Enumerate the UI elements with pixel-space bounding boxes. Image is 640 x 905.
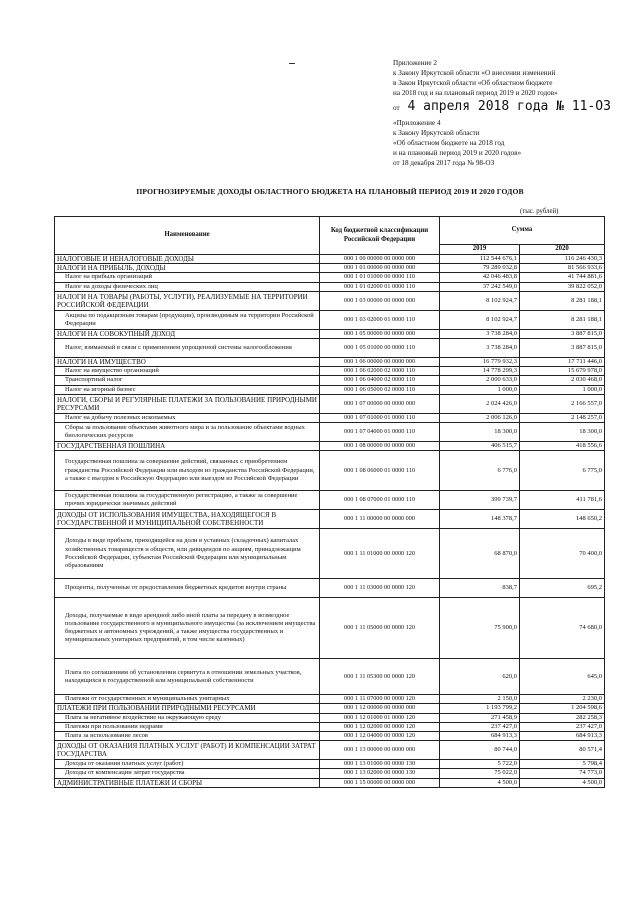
row-code: 000 1 11 03000 00 0000 120 [320,579,440,598]
row-value-2020: 2 030 468,0 [520,376,605,385]
row-value-2019: 4 500,0 [440,778,520,787]
table-row [55,491,605,510]
row-code: 000 1 06 04000 02 0000 110 [320,376,440,385]
column-header-year-2019: 2019 [440,245,520,255]
row-value-2019: 2 024 426,0 [440,394,520,413]
row-code: 000 1 12 00000 00 0000 000 [320,704,440,713]
row-name: Налог на имущество организаций [55,367,320,376]
row-name: Государственная пошлина за совершение действий, связанных с приобретением гражданства Российской Федерации или выходом из гражданства Российской Федерации, а также с въездом в Российскую Федерацию или выездом из Российской Федерации [55,451,320,491]
table-row [55,273,605,282]
row-name: Сборы за пользование объектами животного мира и за пользование объектами водных биологических ресурсов [55,423,320,442]
row-value-2020: 6 775,0 [520,451,605,491]
row-value-2019: 8 102 924,7 [440,310,520,329]
stray-mark [289,63,295,64]
revenue-table [54,216,605,788]
row-code: 000 1 13 01000 00 0000 130 [320,760,440,769]
row-value-2019: 8 102 924,7 [440,291,520,310]
row-name: Государственная пошлина за государственную регистрацию, а также за совершение прочих юридически значимых действий [55,491,320,510]
row-name: ДОХОДЫ ОТ ИСПОЛЬЗОВАНИЯ ИМУЩЕСТВА, НАХОДЯЩЕГОСЯ В ГОСУДАРСТВЕННОЙ И МУНИЦИПАЛЬНОЙ СОБСТВЕННОСТИ [55,510,320,529]
row-name: НАЛОГИ НА ИМУЩЕСТВО [55,358,320,367]
table-row [55,358,605,367]
row-value-2019: 68 870,0 [440,529,520,579]
table-row [55,376,605,385]
row-name: НАЛОГИ НА СОВОКУПНЫЙ ДОХОД [55,329,320,338]
adoption-date: 4 апреля 2018 года № 11-ОЗ [407,99,611,114]
table-row [55,598,605,659]
header-line: на 2018 год и на плановый период 2019 и 2020 годов» [393,89,558,97]
row-value-2020: 8 281 188,1 [520,291,605,310]
row-value-2019: 112 544 676,1 [440,255,520,264]
document-title: ПРОГНОЗИРУЕМЫЕ ДОХОДЫ ОБЛАСТНОГО БЮДЖЕТА НА ПЛАНОВЫЙ ПЕРИОД 2019 И 2020 ГОДОВ [136,187,524,196]
row-value-2019: 75 900,0 [440,598,520,659]
row-value-2019: 5 722,0 [440,760,520,769]
row-name: Плата по соглашениям об установлении сервитута в отношении земельных участков, находящихся в государственной или муниципальной собственности [55,659,320,695]
row-code: 000 1 11 05000 00 0000 120 [320,598,440,659]
table-row [55,659,605,695]
row-value-2019: 237 427,0 [440,722,520,731]
row-value-2019: 79 289 032,8 [440,264,520,273]
row-code: 000 1 05 01000 00 0000 110 [320,339,440,358]
table-row [55,423,605,442]
table-row [55,282,605,291]
row-value-2019: 2 150,0 [440,695,520,704]
row-name: Платежи при пользовании недрами [55,722,320,731]
table-row [55,329,605,338]
row-name: Налог на добычу полезных ископаемых [55,413,320,422]
row-code: 000 1 01 00000 00 0000 000 [320,264,440,273]
adoption-date-line [393,99,633,116]
header-line: от 18 декабря 2017 года № 98-ОЗ [393,159,495,167]
row-name: НАЛОГИ, СБОРЫ И РЕГУЛЯРНЫЕ ПЛАТЕЖИ ЗА ПОЛЬЗОВАНИЕ ПРИРОДНЫМИ РЕСУРСАМИ [55,394,320,413]
row-code: 000 1 01 02000 01 0000 110 [320,282,440,291]
appendix-header-bottom [393,118,633,168]
row-value-2020: 645,0 [520,659,605,695]
row-value-2019: 1 000,0 [440,385,520,394]
table-row [55,394,605,413]
row-code: 000 1 11 01000 00 0000 120 [320,529,440,579]
table-row [55,339,605,358]
row-value-2019: 148 378,7 [440,510,520,529]
row-name: Налог, взимаемый в связи с применением упрощенной системы налогообложения [55,339,320,358]
row-name: Доходы от компенсации затрат государства [55,769,320,778]
header-line: Приложение 2 [393,59,437,67]
row-value-2020: 80 571,4 [520,741,605,760]
units-label: (тыс. рублей) [520,208,559,215]
row-name: Доходы, получаемые в виде арендной либо иной платы за передачу в возмездное пользование государственного и муниципального имущества (за исключением имущества бюджетных и автономных учреждений, а также имущества государственных и муниципальных унитарных предприятий, в том числе казенных) [55,598,320,659]
row-name: Налог на прибыль организаций [55,273,320,282]
row-value-2020: 4 500,0 [520,778,605,787]
row-value-2020: 1 204 598,6 [520,704,605,713]
row-code: 000 1 06 00000 00 0000 000 [320,358,440,367]
row-code: 000 1 08 00000 00 0000 000 [320,442,440,451]
row-name: Платежи от государственных и муниципальных унитарных [55,695,320,704]
row-value-2020: 2 166 557,0 [520,394,605,413]
table-row [55,741,605,760]
row-value-2020: 116 246 430,3 [520,255,605,264]
table-row [55,722,605,731]
table-row [55,385,605,394]
row-value-2020: 3 887 815,0 [520,339,605,358]
row-code: 000 1 03 02000 01 0000 110 [320,310,440,329]
row-code: 000 1 13 00000 00 0000 000 [320,741,440,760]
table-row [55,291,605,310]
row-code: 000 1 12 01000 01 0000 120 [320,713,440,722]
table-row [55,704,605,713]
row-code: 000 1 07 04000 01 0000 110 [320,423,440,442]
row-value-2019: 16 779 932,3 [440,358,520,367]
row-value-2020: 41 744 881,6 [520,273,605,282]
table-row [55,264,605,273]
row-value-2020: 81 566 933,6 [520,264,605,273]
row-value-2020: 39 822 052,0 [520,282,605,291]
row-value-2020: 3 887 815,0 [520,329,605,338]
column-header-code: Код бюджетной классификации Российской Федерации [320,217,440,255]
row-value-2020: 418 556,6 [520,442,605,451]
row-value-2020: 684 913,3 [520,732,605,741]
row-name: АДМИНИСТРАТИВНЫЕ ПЛАТЕЖИ И СБОРЫ [55,778,320,787]
row-name: ГОСУДАРСТВЕННАЯ ПОШЛИНА [55,442,320,451]
row-value-2019: 620,0 [440,659,520,695]
row-value-2019: 2 000 633,0 [440,376,520,385]
row-value-2020: 411 781,6 [520,491,605,510]
row-name: Налог на игорный бизнес [55,385,320,394]
column-header-name: Наименование [55,217,320,255]
row-name: ДОХОДЫ ОТ ОКАЗАНИЯ ПЛАТНЫХ УСЛУГ (РАБОТ) И КОМПЕНСАЦИИ ЗАТРАТ ГОСУДАРСТВА [55,741,320,760]
row-code: 000 1 06 02000 02 0000 110 [320,367,440,376]
date-prefix: от [393,104,400,112]
row-name: Плата за использование лесов [55,732,320,741]
table-row [55,413,605,422]
table-row [55,442,605,451]
header-line: и на плановый период 2019 и 2020 годов» [393,149,522,157]
row-value-2019: 14 778 299,3 [440,367,520,376]
row-name: Проценты, полученные от предоставления бюджетных кредитов внутри страны [55,579,320,598]
row-code: 000 1 01 01000 00 0000 110 [320,273,440,282]
row-name: НАЛОГОВЫЕ И НЕНАЛОГОВЫЕ ДОХОДЫ [55,255,320,264]
row-value-2020: 74 680,0 [520,598,605,659]
row-code: 000 1 12 04000 00 0000 120 [320,732,440,741]
row-code: 000 1 11 07000 00 0000 120 [320,695,440,704]
header-line: к Закону Иркутской области «О внесении изменений [393,69,556,77]
row-value-2019: 3 738 284,0 [440,329,520,338]
row-value-2020: 1 000,0 [520,385,605,394]
row-name: Плата за негативное воздействие на окружающую среду [55,713,320,722]
appendix-header-top [393,58,633,98]
row-name: Доходы от оказания платных услуг (работ) [55,760,320,769]
table-row [55,451,605,491]
header-line: «Приложение 4 [393,119,441,127]
row-code: 000 1 12 02000 00 0000 120 [320,722,440,731]
table-row [55,778,605,787]
row-value-2020: 18 300,0 [520,423,605,442]
row-value-2019: 80 744,0 [440,741,520,760]
row-value-2019: 399 739,7 [440,491,520,510]
row-value-2019: 42 046 483,8 [440,273,520,282]
row-value-2019: 37 242 549,0 [440,282,520,291]
row-value-2019: 271 458,9 [440,713,520,722]
row-code: 000 1 13 02000 00 0000 130 [320,769,440,778]
appendix-header [393,58,633,168]
row-value-2020: 15 679 978,0 [520,367,605,376]
row-value-2019: 838,7 [440,579,520,598]
row-code: 000 1 05 00000 00 0000 000 [320,329,440,338]
row-value-2019: 1 193 799,2 [440,704,520,713]
table-row [55,732,605,741]
revenue-table-body [55,255,605,788]
row-name: Доходы в виде прибыли, приходящейся на доли в уставных (складочных) капиталах хозяйственных товариществ и обществ, или дивидендов по акциям, принадлежащим Российской Федерации, субъектам Российской Федерации или муниципальным образованиям [55,529,320,579]
header-line: «Об областном бюджете на 2018 год [393,139,505,147]
table-row [55,760,605,769]
header-line: в Закон Иркутской области «Об областном бюджете [393,79,553,87]
row-name: НАЛОГИ НА ПРИБЫЛЬ, ДОХОДЫ [55,264,320,273]
row-value-2019: 406 515,7 [440,442,520,451]
row-code: 000 1 06 05000 02 0000 110 [320,385,440,394]
table-row [55,529,605,579]
table-row [55,695,605,704]
column-header-sum: Сумма [440,217,605,245]
row-code: 000 1 11 05300 00 0000 120 [320,659,440,695]
row-value-2019: 75 022,0 [440,769,520,778]
row-code: 000 1 03 00000 00 0000 000 [320,291,440,310]
row-name: Акцизы по подакцизным товарам (продукции), производимым на территории Российской Федерации [55,310,320,329]
table-row [55,510,605,529]
row-code: 000 1 07 01000 01 0000 110 [320,413,440,422]
row-code: 000 1 00 00000 00 0000 000 [320,255,440,264]
row-value-2020: 74 773,0 [520,769,605,778]
column-header-year-2020: 2020 [520,245,605,255]
row-value-2019: 3 738 284,0 [440,339,520,358]
row-value-2019: 18 300,0 [440,423,520,442]
row-code: 000 1 11 00000 00 0000 000 [320,510,440,529]
row-value-2019: 684 913,3 [440,732,520,741]
row-value-2020: 2 230,0 [520,695,605,704]
row-name: Транспортный налог [55,376,320,385]
row-value-2020: 282 258,3 [520,713,605,722]
row-name: Налог на доходы физических лиц [55,282,320,291]
row-value-2020: 695,2 [520,579,605,598]
row-code: 000 1 15 00000 00 0000 000 [320,778,440,787]
row-value-2020: 5 798,4 [520,760,605,769]
header-line: к Закону Иркутской области [393,129,480,137]
table-row [55,579,605,598]
row-value-2020: 8 281 188,1 [520,310,605,329]
table-row [55,713,605,722]
table-row [55,769,605,778]
table-row [55,367,605,376]
row-name: ПЛАТЕЖИ ПРИ ПОЛЬЗОВАНИИ ПРИРОДНЫМИ РЕСУРСАМИ [55,704,320,713]
row-value-2020: 70 400,0 [520,529,605,579]
row-value-2020: 17 711 446,0 [520,358,605,367]
table-row [55,255,605,264]
row-name: НАЛОГИ НА ТОВАРЫ (РАБОТЫ, УСЛУГИ), РЕАЛИЗУЕМЫЕ НА ТЕРРИТОРИИ РОССИЙСКОЙ ФЕДЕРАЦИИ [55,291,320,310]
row-value-2020: 2 148 257,0 [520,413,605,422]
table-row [55,310,605,329]
row-value-2020: 148 650,2 [520,510,605,529]
row-code: 000 1 08 07000 01 0000 110 [320,491,440,510]
row-value-2019: 2 006 126,0 [440,413,520,422]
row-code: 000 1 08 06000 01 0000 110 [320,451,440,491]
row-value-2019: 6 776,0 [440,451,520,491]
row-code: 000 1 07 00000 00 0000 000 [320,394,440,413]
row-value-2020: 237 427,0 [520,722,605,731]
